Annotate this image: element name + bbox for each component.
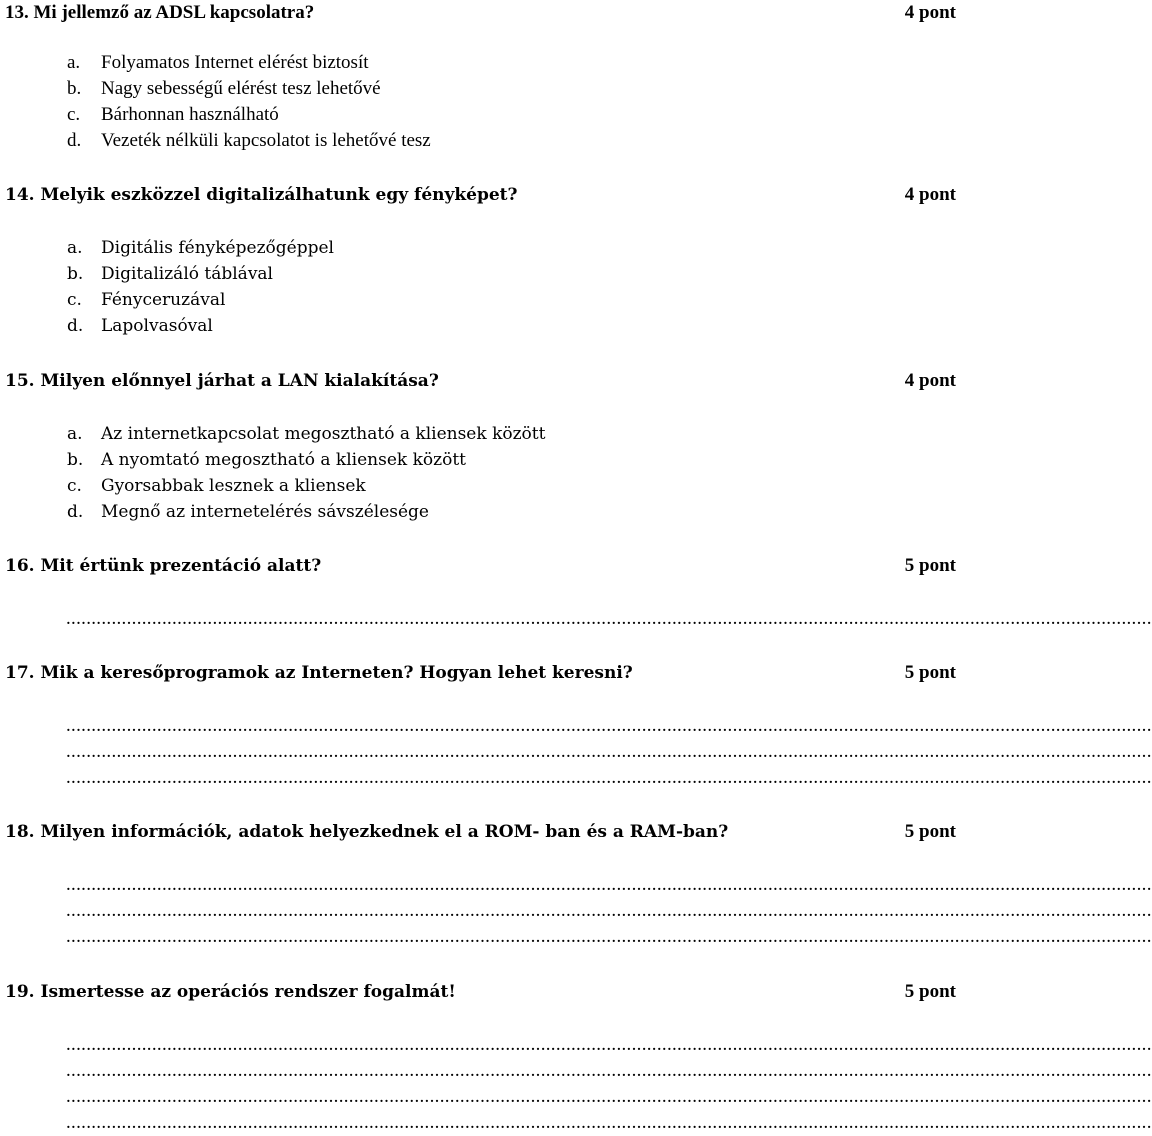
question-15-header [5, 368, 956, 394]
question-14-options [67, 235, 334, 339]
answer-line[interactable]: ....................................................................................................................................................................................................................... [66, 741, 1152, 762]
question-title: 13. Mi jellemző az ADSL kapcsolatra? [5, 2, 315, 23]
question-13-options [67, 50, 431, 154]
question-17-header [5, 660, 956, 686]
option-letter: a. [67, 424, 83, 444]
question-title: 19. Ismertesse az operációs rendszer fogalmát! [5, 982, 456, 1002]
question-points: 4 pont [904, 2, 956, 23]
option-item [67, 421, 545, 447]
option-text: Nagy sebességű elérést tesz lehetővé [101, 78, 381, 99]
option-text: Megnő az internetelérés sávszélesége [101, 502, 429, 522]
answer-line[interactable]: ....................................................................................................................................................................................................................... [66, 1112, 1152, 1133]
option-letter: b. [67, 450, 84, 470]
option-letter: a. [67, 52, 81, 73]
question-title: 17. Mik a keresőprogramok az Interneten? Hogyan lehet keresni? [5, 663, 633, 683]
option-item [67, 313, 334, 339]
option-letter: a. [67, 238, 83, 258]
option-letter: d. [67, 316, 84, 336]
option-item [67, 447, 545, 473]
question-16-header [5, 553, 956, 579]
option-letter: b. [67, 264, 84, 284]
question-19-header [5, 979, 956, 1005]
option-text: Lapolvasóval [101, 316, 213, 336]
option-text: Fényceruzával [101, 290, 226, 310]
answer-line[interactable]: ....................................................................................................................................................................................................................... [66, 1060, 1152, 1081]
option-item [67, 76, 431, 102]
question-18-header [5, 819, 956, 845]
question-title: 14. Melyik eszközzel digitalizálhatunk egy fényképet? [5, 185, 518, 205]
question-points: 4 pont [904, 184, 956, 205]
question-points: 5 pont [904, 662, 956, 683]
option-text: Digitalizáló táblával [101, 264, 273, 284]
option-text: Vezeték nélküli kapcsolatot is lehetővé tesz [101, 130, 431, 151]
option-text: Gyorsabbak lesznek a kliensek [101, 476, 366, 496]
option-item [67, 499, 545, 525]
question-title: 18. Milyen információk, adatok helyezkednek el a ROM- ban és a RAM-ban? [5, 822, 729, 842]
answer-line[interactable]: ....................................................................................................................................................................................................................... [66, 1086, 1152, 1107]
option-letter: c. [67, 104, 81, 125]
answer-line[interactable]: ....................................................................................................................................................................................................................... [66, 715, 1152, 736]
question-points: 5 pont [904, 555, 956, 576]
option-letter: b. [67, 78, 82, 99]
option-item [67, 287, 334, 313]
question-points: 4 pont [904, 370, 956, 391]
option-item [67, 473, 545, 499]
answer-line[interactable]: ....................................................................................................................................................................................................................... [66, 1034, 1152, 1055]
option-text: Digitális fényképezőgéppel [101, 238, 334, 258]
option-item [67, 128, 431, 154]
option-letter: c. [67, 290, 82, 310]
question-title: 15. Milyen előnnyel járhat a LAN kialakítása? [5, 371, 439, 391]
option-letter: d. [67, 130, 82, 151]
option-letter: c. [67, 476, 82, 496]
option-item [67, 235, 334, 261]
question-points: 5 pont [904, 981, 956, 1002]
question-title: 16. Mit értünk prezentáció alatt? [5, 556, 322, 576]
answer-line[interactable]: ....................................................................................................................................................................................................................... [66, 900, 1152, 921]
answer-line[interactable]: ....................................................................................................................................................................................................................... [66, 608, 1152, 629]
answer-line[interactable]: ....................................................................................................................................................................................................................... [66, 767, 1152, 788]
option-text: Bárhonnan használható [101, 104, 279, 125]
option-text: Az internetkapcsolat megosztható a kliensek között [101, 424, 546, 444]
option-item [67, 102, 431, 128]
answer-line[interactable]: ....................................................................................................................................................................................................................... [66, 874, 1152, 895]
option-letter: d. [67, 502, 84, 522]
option-item [67, 50, 431, 76]
question-15-options [67, 421, 545, 525]
option-text: A nyomtató megosztható a kliensek között [101, 450, 466, 470]
option-text: Folyamatos Internet elérést biztosít [101, 52, 369, 73]
question-points: 5 pont [904, 821, 956, 842]
question-14-header [5, 182, 956, 208]
option-item [67, 261, 334, 287]
answer-line[interactable]: ....................................................................................................................................................................................................................... [66, 926, 1152, 947]
question-13-header [5, 0, 956, 26]
